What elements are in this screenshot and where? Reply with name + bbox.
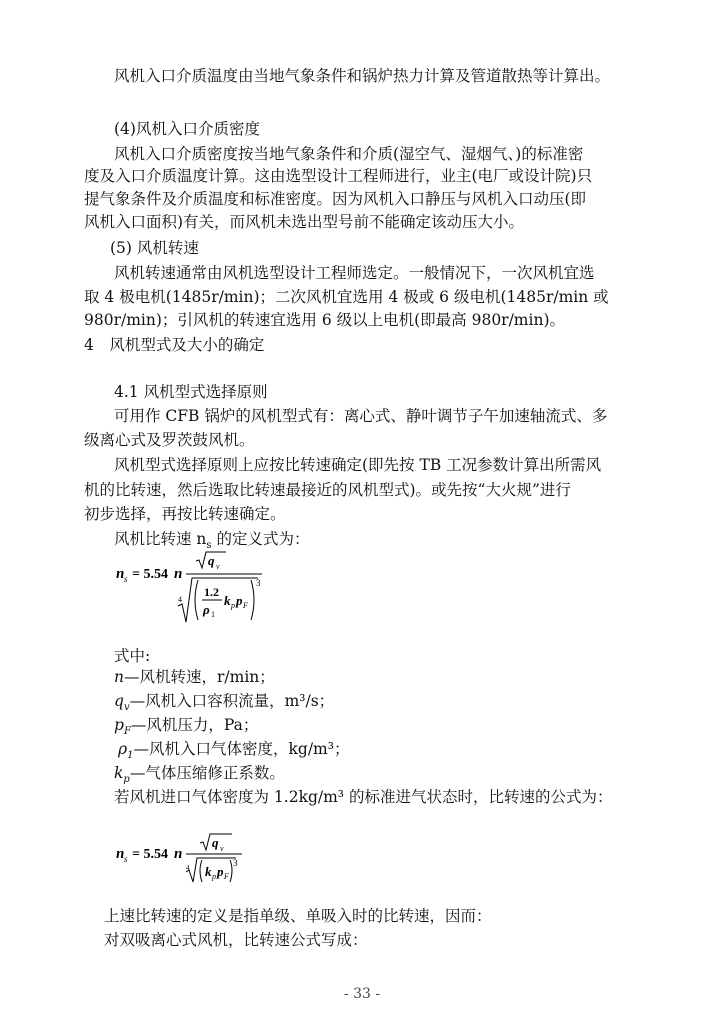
heading-speed: (5) 风机转速 [110, 239, 199, 257]
standard-condition-line: 若风机进口气体密度为 1.2kg/m³ 的标准进气状态时，比转速的公式为： [114, 788, 613, 806]
paragraph-density-line: 度及入口介质温度计算。这由选型设计工程师进行，业主(电厂或设计院)只 [84, 167, 593, 185]
paragraph-speed-line: 取 4 极电机(1485r/min)；二次风机宜选用 4 极或 6 级电机(1485r/min 或 [84, 288, 609, 306]
svg-text:v: v [216, 562, 220, 571]
svg-text:n: n [174, 566, 183, 582]
paragraph-speed-line: 风机转速通常由风机选型设计工程师选定。一般情况下，一次风机宜选 [114, 264, 595, 282]
svg-text:1.2: 1.2 [204, 585, 219, 599]
svg-text:n: n [116, 566, 125, 582]
svg-text:F: F [224, 872, 229, 881]
svg-text:n: n [174, 846, 183, 862]
svg-text:3: 3 [256, 578, 261, 588]
svg-text:4: 4 [186, 864, 190, 872]
standard-specific-speed-formula [112, 830, 272, 889]
svg-text:s: s [124, 574, 128, 584]
svg-text:F: F [243, 601, 248, 610]
definition-qv: $q_v—$风机入口容积流量，m³/s； [114, 692, 335, 714]
svg-text:3: 3 [233, 858, 238, 868]
svg-text:p: p [236, 593, 243, 608]
where-label: 式中: [114, 647, 151, 665]
svg-text:= 5.54: = 5.54 [132, 567, 168, 582]
svg-text:k: k [205, 864, 212, 879]
svg-text:v: v [220, 844, 224, 853]
section-heading-4-1: 4.1 风机型式选择原则 [114, 383, 268, 401]
heading-density: (4)风机入口介质密度 [114, 120, 260, 138]
svg-text:4: 4 [178, 595, 182, 604]
svg-text:q: q [212, 835, 219, 850]
paragraph-principle-line: 机的比转速，然后选取比转速最接近的风机型式)。或先按“大火规”进行 [84, 481, 571, 499]
definition-intro: 风机比转速 $n_s$ 的定义式为： [114, 530, 310, 552]
svg-text:p: p [212, 872, 216, 881]
paragraph-density-line: 风机入口介质密度按当地气象条件和介质(湿空气、湿烟气、)的标准密 [114, 145, 584, 163]
specific-speed-formula [112, 548, 292, 632]
section-heading-4: 4 风机型式及大小的确定 [84, 336, 265, 354]
paragraph-double-suction: 对双吸离心式风机，比转速公式写成： [104, 931, 368, 949]
paragraph-temperature: 风机入口介质温度由当地气象条件和锅炉热力计算及管道散热等计算出。 [114, 67, 611, 85]
definition-rho: $\rho_1—$风机入口气体密度，kg/m³； [118, 740, 350, 762]
svg-text:ρ: ρ [203, 602, 210, 617]
page-number: - 33 - [343, 986, 381, 1002]
svg-text:p: p [231, 601, 235, 610]
paragraph-types-line: 级离心式及罗茨鼓风机。 [84, 431, 255, 449]
definition-pf: $p_F—$风机压力，Pa； [114, 716, 259, 738]
paragraph-speed-line: 980r/min)；引风机的转速宜选用 6 级以上电机(即最高 980r/min)。 [84, 311, 565, 329]
svg-text:p: p [217, 864, 224, 879]
svg-text:n: n [116, 846, 125, 862]
paragraph-single-stage: 上速比转速的定义是指单级、单吸入时的比转速，因而： [104, 907, 492, 925]
paragraph-types-line: 可用作 CFB 锅炉的风机型式有：离心式、静叶调节子午加速轴流式、多 [114, 407, 608, 425]
svg-text:q: q [208, 553, 215, 568]
paragraph-density-line: 提气象条件及介质温度和标准密度。因为风机入口静压与风机入口动压(即 [84, 190, 587, 208]
definition-n: n—风机转速，r/min； [114, 668, 275, 686]
svg-text:1: 1 [211, 610, 215, 619]
svg-text:k: k [224, 593, 231, 608]
svg-text:s: s [124, 854, 128, 864]
svg-text:= 5.54: = 5.54 [132, 847, 168, 862]
paragraph-principle-line: 初步选择，再按比转速确定。 [84, 505, 286, 523]
definition-kp: $k_p—$气体压缩修正系数。 [114, 764, 285, 786]
paragraph-density-line: 风机入口面积)有关，而风机未选出型号前不能确定该动压大小。 [84, 213, 525, 231]
paragraph-principle-line: 风机型式选择原则上应按比转速确定(即先按 TB 工况参数计算出所需风 [114, 456, 602, 474]
